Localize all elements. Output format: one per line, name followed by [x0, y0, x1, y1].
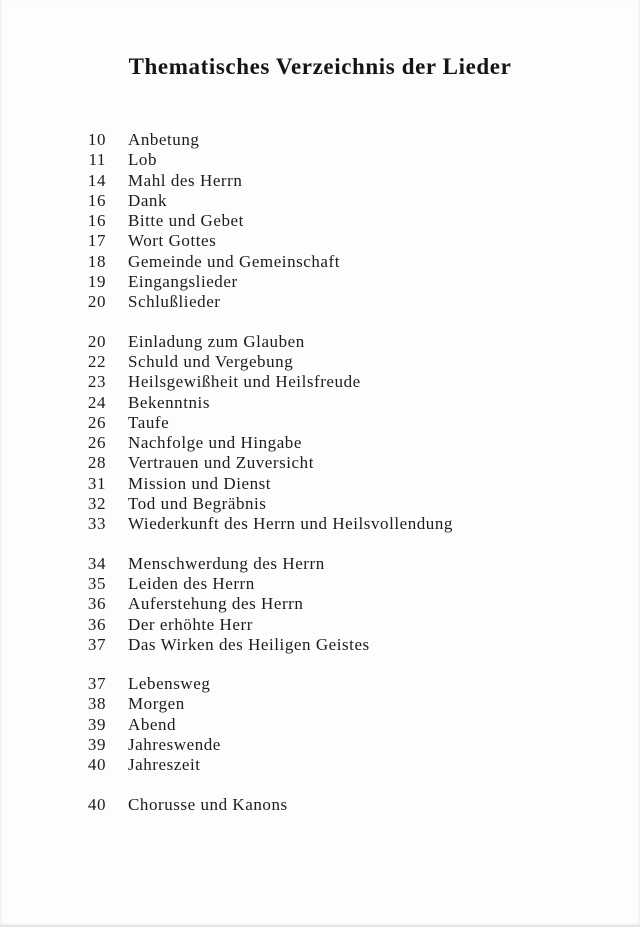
page-number: 28	[87, 453, 106, 473]
page-number: 24	[87, 392, 106, 412]
page-number: 23	[87, 372, 106, 392]
topic-label: Jahreszeit	[128, 755, 201, 775]
list-item	[78, 211, 600, 231]
list-item	[78, 292, 600, 312]
page-number: 26	[87, 412, 106, 432]
page-number: 38	[87, 694, 106, 714]
list-item	[78, 433, 600, 453]
list-item	[78, 674, 600, 694]
topic-label: Schlußlieder	[128, 292, 221, 312]
topic-label: Das Wirken des Heiligen Geistes	[128, 634, 370, 654]
topic-label: Eingangslieder	[128, 272, 238, 292]
topic-label: Bitte und Gebet	[128, 211, 244, 231]
topic-label: Anbetung	[128, 130, 200, 149]
page-number: 20	[87, 331, 106, 351]
topic-label: Schuld und Vergebung	[128, 351, 294, 371]
topic-label: Der erhöhte Herr	[128, 614, 253, 634]
page-number: 19	[87, 272, 106, 292]
page-number: 17	[87, 231, 106, 251]
list-item	[78, 735, 600, 755]
list-item	[78, 130, 600, 150]
list-item	[78, 413, 600, 433]
page-number: 40	[87, 755, 106, 775]
index-group	[78, 130, 600, 313]
page-number: 22	[87, 351, 106, 371]
topic-label: Taufe	[128, 412, 170, 432]
topic-label: Mahl des Herrn	[128, 170, 243, 190]
topic-label: Jahreswende	[128, 735, 221, 755]
page-number: 39	[87, 714, 106, 734]
index-group	[78, 795, 600, 815]
page-number: 34	[87, 553, 106, 573]
list-item	[78, 615, 600, 635]
list-item	[78, 574, 600, 594]
list-item	[78, 171, 600, 191]
list-item	[78, 453, 600, 473]
topic-label: Tod und Begräbnis	[128, 494, 267, 514]
page-number: 16	[87, 190, 106, 210]
page-number: 37	[87, 674, 106, 694]
index-group	[78, 554, 600, 655]
topic-label: Wiederkunft des Herrn und Heilsvollendung	[128, 514, 453, 534]
topic-label: Lob	[128, 150, 158, 170]
list-item	[78, 795, 600, 815]
index-group	[78, 674, 600, 775]
list-item	[78, 150, 600, 170]
page-number: 32	[87, 494, 106, 514]
list-item	[78, 715, 600, 735]
topic-label: Nachfolge und Hingabe	[128, 433, 302, 453]
list-item	[78, 694, 600, 714]
index-list	[0, 130, 640, 815]
page-number: 14	[87, 170, 106, 190]
topic-label: Vertrauen und Zuversicht	[128, 453, 314, 473]
page-number: 39	[87, 735, 106, 755]
list-item	[78, 272, 600, 292]
topic-label: Heilsgewißheit und Heilsfreude	[128, 372, 361, 392]
list-item	[78, 594, 600, 614]
list-item	[78, 352, 600, 372]
page-number: 31	[87, 473, 106, 493]
page-number: 35	[87, 573, 106, 593]
topic-label: Wort Gottes	[128, 231, 217, 251]
list-item	[78, 191, 600, 211]
topic-label: Einladung zum Glauben	[128, 331, 305, 351]
list-item	[78, 332, 600, 352]
topic-label: Menschwerdung des Herrn	[128, 553, 325, 573]
topic-label: Leiden des Herrn	[128, 573, 255, 593]
topic-label: Abend	[128, 714, 177, 734]
page-number: 33	[87, 514, 106, 534]
list-item	[78, 231, 600, 251]
topic-label: Chorusse und Kanons	[128, 794, 288, 814]
topic-label: Mission und Dienst	[128, 473, 272, 493]
list-item	[78, 494, 600, 514]
page-number: 11	[88, 150, 106, 170]
page-number: 10	[87, 130, 106, 149]
list-item	[78, 514, 600, 534]
page-title: Thematisches Verzeichnis der Lieder	[128, 54, 512, 79]
topic-label: Morgen	[128, 694, 185, 714]
list-item	[78, 474, 600, 494]
topic-label: Gemeinde und Gemeinschaft	[128, 251, 341, 271]
topic-label: Dank	[128, 190, 168, 210]
topic-label: Lebensweg	[128, 674, 211, 694]
list-item	[78, 755, 600, 775]
list-item	[78, 554, 600, 574]
page-number: 16	[87, 211, 106, 231]
list-item	[78, 372, 600, 392]
index-group	[78, 332, 600, 535]
topic-label: Auferstehung des Herrn	[128, 594, 304, 614]
list-item	[78, 252, 600, 272]
page-number: 36	[87, 594, 106, 614]
page-number: 37	[87, 634, 106, 654]
list-item	[78, 635, 600, 655]
page-number: 20	[87, 292, 106, 312]
page-number: 18	[87, 251, 106, 271]
page-number: 36	[87, 614, 106, 634]
page-number: 40	[87, 794, 106, 814]
list-item	[78, 393, 600, 413]
page-number: 26	[87, 433, 106, 453]
topic-label: Bekenntnis	[128, 392, 210, 412]
